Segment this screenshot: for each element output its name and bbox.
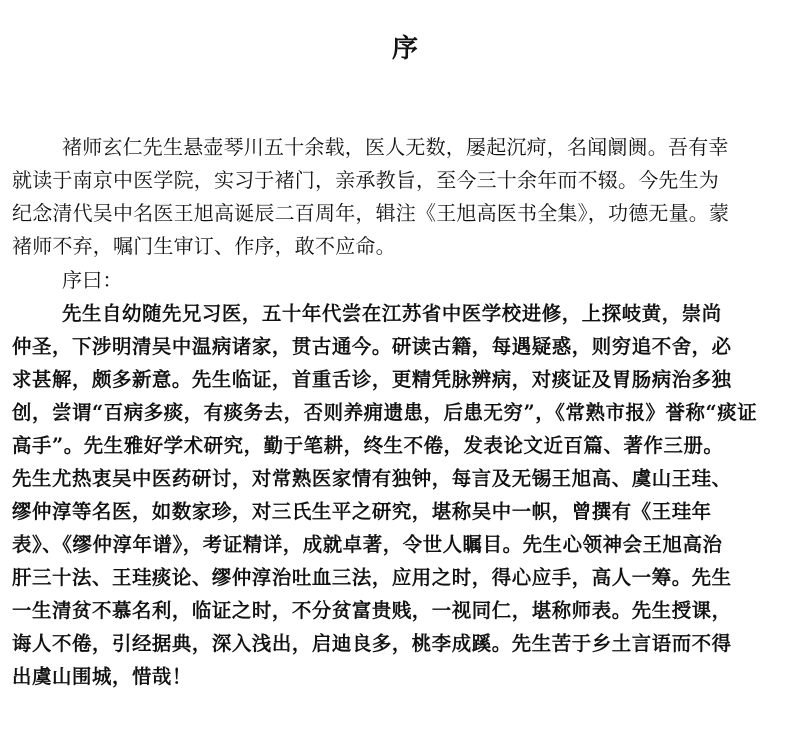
text-line: 创，尝谓“百病多痰，有痰务去，否则养痈遗患，后患无穷”，《常熟市报》誉称“痰证 [12, 401, 758, 424]
text-line: 序曰： [62, 268, 123, 292]
text-line: 就读于南京中医学院，实习于褚门，亲承教旨，至今三十余年而不辍。今先生为 [12, 168, 719, 192]
text-line: 先生自幼随先兄习医，五十年代尝在江苏省中医学校进修，上探岐黄，崇尚 [62, 302, 722, 325]
text-line: 纪念清代吴中名医王旭高诞辰二百周年，辑注《王旭高医书全集》，功德无量。蒙 [12, 201, 730, 225]
text-line: 仲圣，下涉明清吴中温病诸家，贯古通今。研读古籍，每遇疑惑，则穷追不舍，必 [12, 335, 732, 358]
text-line: 褚师玄仁先生悬壶琴川五十余载，医人无数，屡起沉疴，名闻阛阓。吾有幸 [62, 135, 729, 159]
text-line: 求甚解，颇多新意。先生临证，首重舌诊，更精凭脉辨病，对痰证及胃肠病治多独 [12, 368, 732, 391]
preface-paragraph-xu-yue [12, 264, 812, 297]
page-title: 序 [391, 34, 420, 64]
text-line: 诲人不倦，引经据典，深入浅出，启迪良多，桃李成蹊。先生苦于乡土言语而不得 [12, 632, 732, 655]
text-line: 出虞山围城，惜哉！ [12, 665, 192, 688]
text-line: 褚师不弃，嘱门生审订、作序，敢不应命。 [12, 234, 396, 258]
text-line: 缪仲淳等名医，如数家珍，对三氏生平之研究，堪称吴中一帜，曾撰有《王珪年 [12, 500, 712, 523]
preface-paragraph-intro [12, 131, 812, 263]
text-line: 一生清贫不慕名利，临证之时，不分贫富贵贱，一视同仁，堪称师表。先生授课， [12, 599, 732, 622]
text-line: 表》、《缪仲淳年谱》，考证精详，成就卓著，令世人瞩目。先生心领神会王旭高治 [12, 533, 723, 556]
text-line: 肝三十法、王珪痰论、缪仲淳治吐血三法，应用之时，得心应手，高人一筹。先生 [12, 566, 732, 589]
preface-paragraph-main [12, 297, 812, 693]
text-line: 先生尤热衷吴中医药研讨，对常熟医家情有独钟，每言及无锡王旭高、虞山王珪、 [12, 467, 732, 490]
text-line: 高手”。先生雅好学术研究，勤于笔耕，终生不倦，发表论文近百篇、著作三册。 [12, 434, 724, 457]
